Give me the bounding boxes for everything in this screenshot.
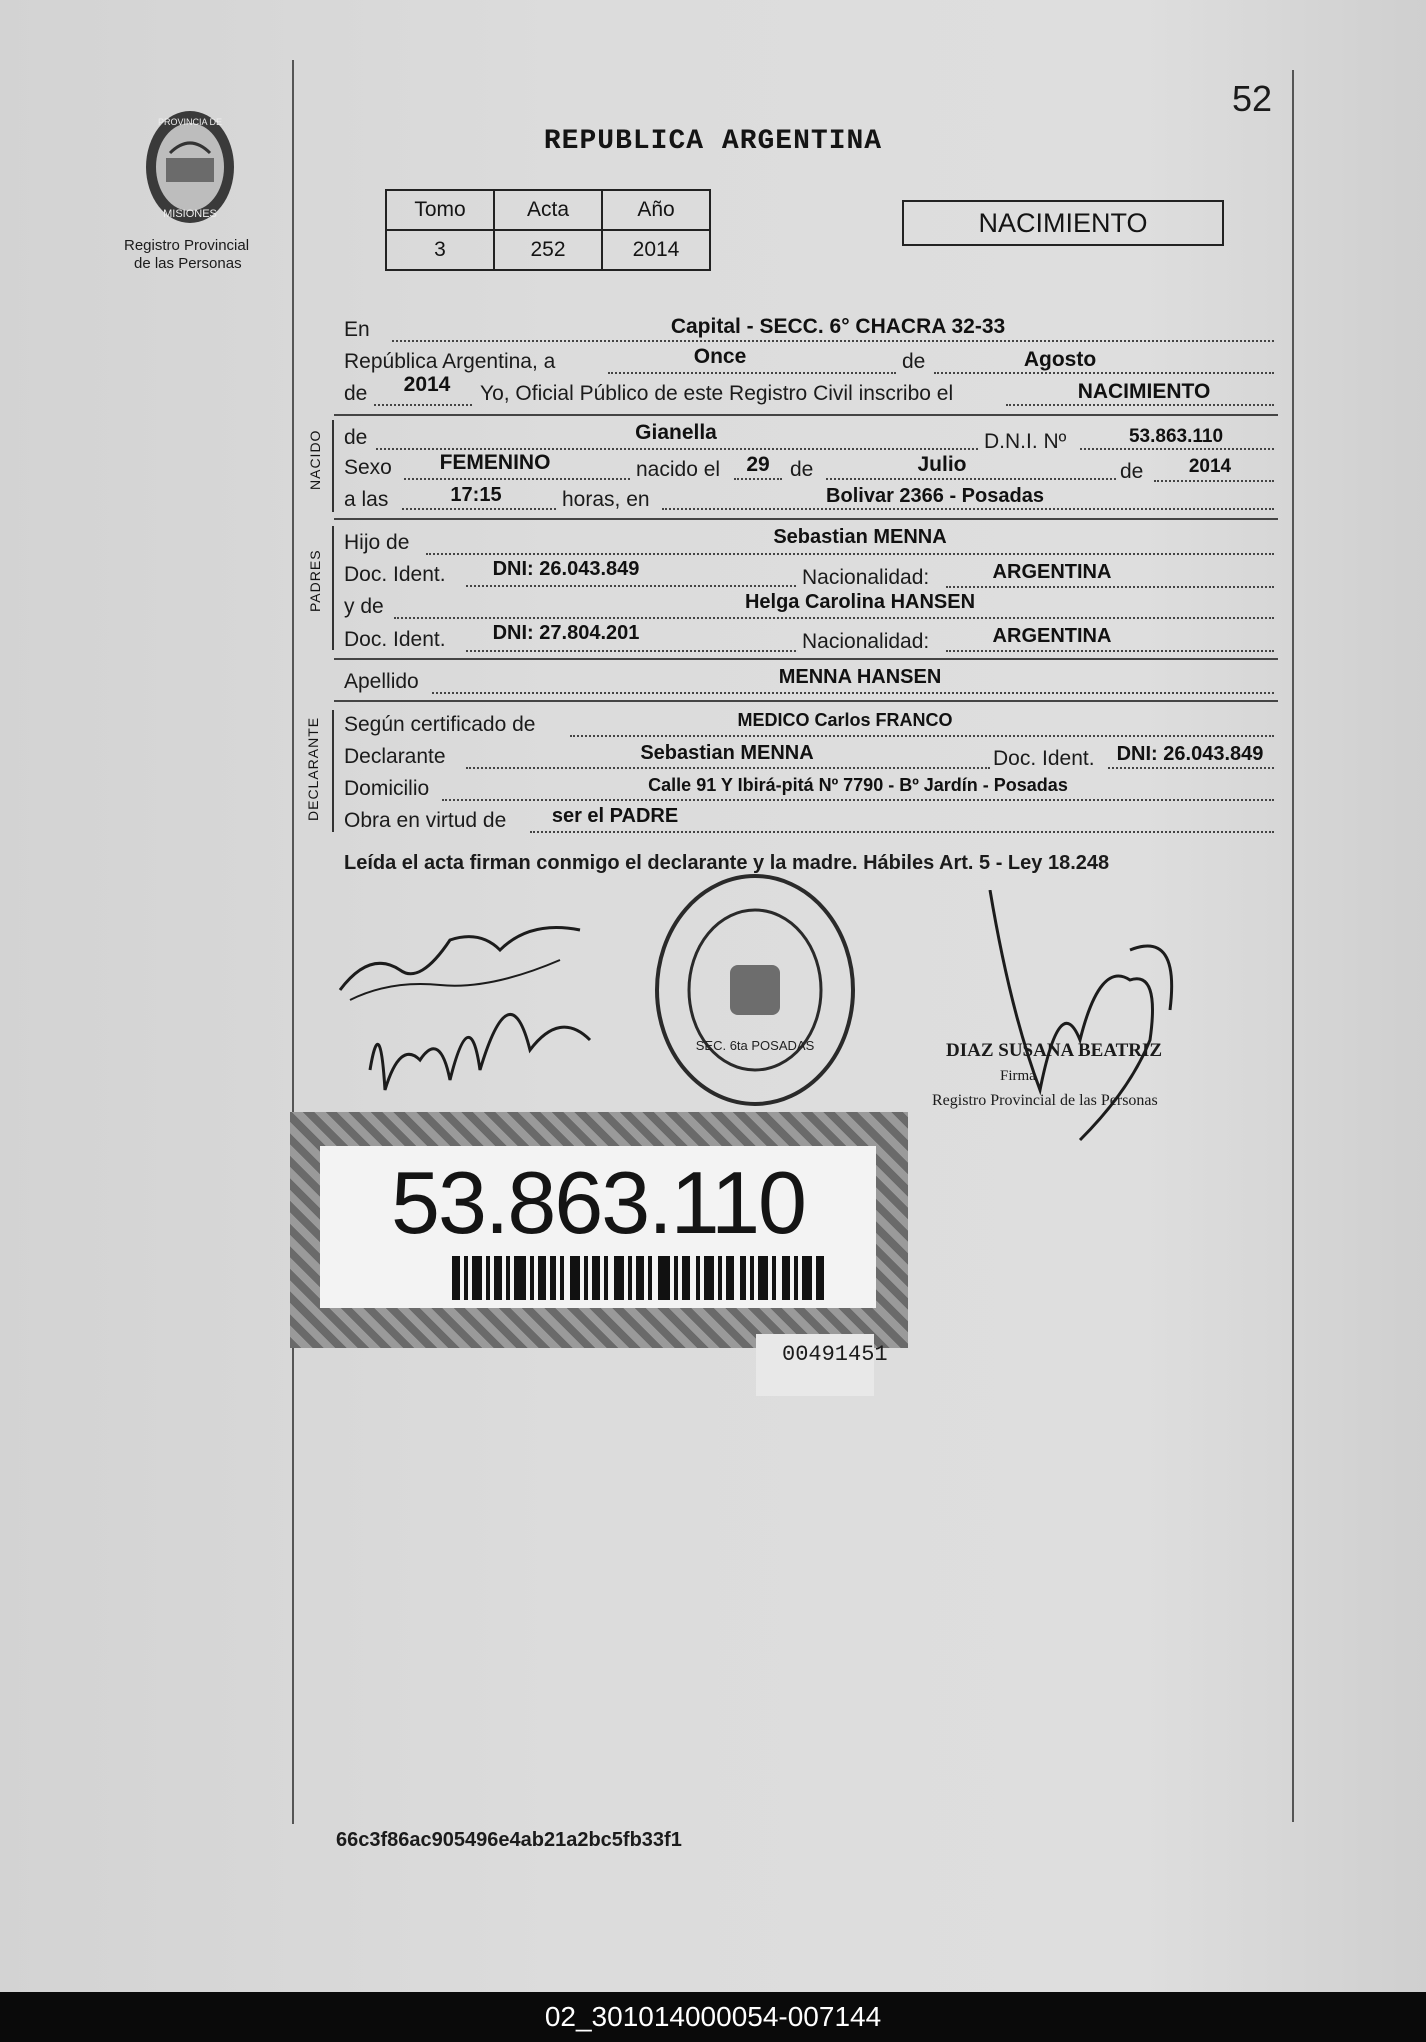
registrar-signature-icon: [980, 890, 1200, 1150]
nacido-dni: 53.863.110: [1128, 426, 1224, 447]
father-line: [426, 553, 1274, 555]
ref-header-acta: Acta: [494, 190, 602, 230]
mother-name: Helga Carolina HANSEN: [744, 591, 976, 613]
document-title: REPUBLICA ARGENTINA: [543, 126, 883, 157]
svg-text:PROVINCIA DE: PROVINCIA DE: [157, 117, 223, 127]
nacido-dni-label: D.N.I. Nº: [984, 430, 1067, 453]
cert-value: MEDICO Carlos FRANCO: [737, 710, 953, 730]
declarant-signature-icon: [330, 890, 610, 1130]
right-margin-line: [1292, 70, 1294, 1822]
date-month-line: [934, 372, 1274, 374]
hour-line: [402, 508, 556, 510]
cert-label: Según certificado de: [344, 713, 536, 736]
nacido-dni-line: [1080, 448, 1274, 450]
header-rule: [334, 414, 1278, 416]
declarante-doc-line: [1108, 767, 1274, 769]
logo-caption-2: de las Personas: [134, 255, 242, 272]
y-de-label: y de: [344, 595, 384, 618]
apellido-label: Apellido: [344, 670, 419, 693]
father-nationality: ARGENTINA: [992, 561, 1112, 583]
obra-label: Obra en virtud de: [344, 809, 507, 832]
date-day-line: [608, 372, 896, 374]
mother-doc: DNI: 27.804.201: [492, 622, 640, 644]
nacido-de1: de: [790, 458, 814, 481]
mother-nat-label: Nacionalidad:: [802, 630, 930, 653]
nacido-month-line: [826, 478, 1116, 480]
date-prefix: República Argentina, a: [344, 350, 556, 373]
domicilio-value: Calle 91 Y Ibirá-pitá Nº 7790 - Bº Jardín - Posadas: [648, 775, 1068, 795]
declarante-section-label: DECLARANTE: [305, 716, 321, 821]
birth-place: Bolivar 2366 - Posadas: [826, 485, 1044, 507]
footer-filename: 02_301014000054-007144: [0, 1992, 1426, 2042]
place-line: [392, 340, 1274, 342]
father-doc-label: Doc. Ident.: [344, 563, 446, 586]
declarante-value: Sebastian MENNA: [640, 742, 814, 764]
date-text: Yo, Oficial Público de este Registro Civil inscribo el: [480, 382, 954, 405]
mother-doc-line: [466, 650, 796, 652]
apellido-value: MENNA HANSEN: [778, 666, 942, 688]
barcode-number: 53.863.110: [391, 1153, 805, 1252]
nacido-de2: de: [1120, 460, 1144, 483]
date-day: Once: [693, 345, 747, 368]
sexo-value: FEMENINO: [439, 451, 551, 474]
nacido-name: Gianella: [635, 421, 717, 444]
nacido-bracket: [332, 420, 334, 512]
nacido-el-label: nacido el: [636, 458, 721, 481]
declarante-label: Declarante: [344, 745, 446, 768]
nacido-name-line: [376, 448, 978, 450]
svg-text:SEC. 6ta POSADAS: SEC. 6ta POSADAS: [695, 1038, 815, 1053]
page-number: 52: [1232, 78, 1273, 119]
place-value: Capital - SECC. 6° CHACRA 32-33: [670, 315, 1006, 338]
date-mid: de: [902, 350, 926, 373]
padres-rule: [334, 658, 1278, 660]
nacido-section-label: NACIDO: [307, 429, 323, 490]
date-year: 2014: [403, 373, 451, 396]
father-nat-line: [946, 586, 1274, 588]
a-las-label: a las: [344, 488, 389, 511]
official-role: Firma: [1000, 1068, 1036, 1084]
obra-line: [530, 831, 1274, 833]
ref-value-anio: 2014: [602, 230, 710, 270]
declarante-doc-label: Doc. Ident.: [993, 747, 1095, 770]
nacido-year: 2014: [1188, 456, 1232, 477]
official-name: DIAZ SUSANA BEATRIZ: [946, 1040, 1163, 1061]
date-act: NACIMIENTO: [1077, 380, 1211, 403]
date-year-line: [374, 404, 472, 406]
obra-value: ser el PADRE: [551, 805, 679, 827]
date-de-label: de: [344, 382, 368, 405]
left-margin-line: [292, 60, 294, 1824]
official-org: Registro Provincial de las Personas: [932, 1092, 1158, 1109]
apellido-line: [432, 692, 1274, 694]
mother-nationality: ARGENTINA: [992, 625, 1112, 647]
father-name: Sebastian MENNA: [773, 526, 947, 548]
mother-line: [394, 617, 1274, 619]
father-doc-line: [466, 585, 796, 587]
padres-section-label: PADRES: [307, 549, 323, 612]
sexo-line: [404, 478, 630, 480]
svg-text:MISIONES: MISIONES: [163, 208, 217, 220]
declarante-line: [466, 767, 990, 769]
hijo-de-label: Hijo de: [344, 531, 410, 554]
province-emblem-icon: [130, 103, 250, 233]
mother-doc-label: Doc. Ident.: [344, 628, 446, 651]
serial-number: 00491451: [782, 1342, 888, 1367]
nacido-year-line: [1154, 480, 1274, 482]
date-act-line: [1006, 404, 1274, 406]
barcode-inner: [320, 1146, 876, 1308]
padres-bracket: [332, 526, 334, 650]
closing-text: Leída el acta firman conmigo el declarante y la madre. Hábiles Art. 5 - Ley 18.248: [344, 852, 1110, 874]
domicilio-label: Domicilio: [344, 777, 430, 800]
place-label: En: [344, 318, 370, 341]
ref-value-acta: 252: [494, 230, 602, 270]
official-stamp-icon: [650, 870, 860, 1110]
nacido-day: 29: [746, 453, 770, 476]
father-doc: DNI: 26.043.849: [492, 558, 640, 580]
declarante-bracket: [332, 710, 334, 832]
cert-line: [570, 735, 1274, 737]
date-month: Agosto: [1023, 348, 1097, 371]
mother-nat-line: [946, 650, 1274, 652]
logo-caption-1: Registro Provincial: [124, 237, 250, 254]
declarante-doc: DNI: 26.043.849: [1116, 743, 1264, 765]
horas-label: horas, en: [562, 488, 650, 511]
province-logo: [130, 103, 250, 233]
document-hash: 66c3f86ac905496e4ab21a2bc5fb33f1: [336, 1829, 682, 1851]
father-nat-label: Nacionalidad:: [802, 566, 930, 589]
ref-value-tomo: 3: [386, 230, 494, 270]
nacido-rule: [334, 518, 1278, 520]
nacido-month: Julio: [917, 453, 967, 476]
sexo-label: Sexo: [344, 456, 392, 479]
record-type-box: NACIMIENTO: [902, 200, 1224, 246]
domicilio-line: [442, 799, 1274, 801]
barcode-bars-icon: [452, 1256, 824, 1300]
nacido-de-label: de: [344, 426, 368, 449]
ref-header-anio: Año: [602, 190, 710, 230]
ref-header-tomo: Tomo: [386, 190, 494, 230]
nacido-day-line: [734, 478, 782, 480]
barcode-card: [290, 1112, 908, 1348]
birth-place-line: [662, 508, 1274, 510]
reference-table: [385, 189, 711, 271]
birth-hour: 17:15: [450, 484, 502, 506]
apellido-rule: [334, 700, 1278, 702]
